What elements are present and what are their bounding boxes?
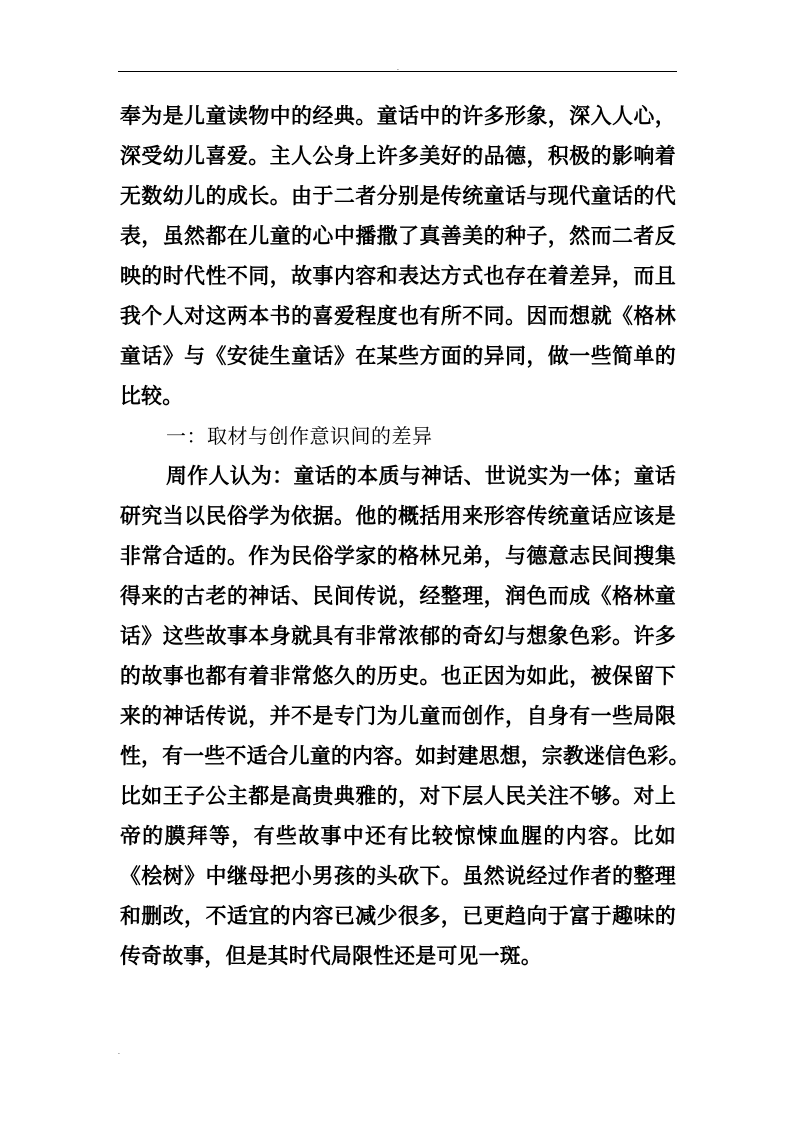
paragraph-section-one bbox=[120, 456, 690, 976]
page-body bbox=[120, 96, 690, 976]
paragraph-intro bbox=[120, 96, 676, 416]
text-line: 传奇故事，但是其时代局限性还是可见一斑。 bbox=[120, 943, 542, 968]
text-line: 比如王子公主都是高贵典雅的，对下层人民关注不够。对上 bbox=[120, 783, 676, 808]
text-line: 和删改，不适宜的内容已减少很多，已更趋向于富于趣味的 bbox=[120, 903, 676, 928]
text-line: 我个人对这两本书的喜爱程度也有所不同。因而想就《格林 bbox=[120, 303, 676, 328]
text-line: 非常合适的。作为民俗学家的格林兄弟，与德意志民间搜集 bbox=[120, 543, 676, 568]
text-line: 的故事也都有着非常悠久的历史。也正因为如此，被保留下 bbox=[120, 663, 676, 688]
text-line: 比较。 bbox=[120, 383, 184, 408]
text-line: 得来的古老的神话、民间传说，经整理，润色而成《格林童 bbox=[120, 583, 676, 608]
text-line: 来的神话传说，并不是专门为儿童而创作，自身有一些局限 bbox=[120, 703, 676, 728]
text-line: 映的时代性不同，故事内容和表达方式也存在着差异，而且 bbox=[120, 263, 676, 288]
text-line: 话》这些故事本身就具有非常浓郁的奇幻与想象色彩。许多 bbox=[120, 623, 676, 648]
text-line: 无数幼儿的成长。由于二者分别是传统童话与现代童话的代 bbox=[120, 183, 676, 208]
text-line: 《桧树》中继母把小男孩的头砍下。虽然说经过作者的整理 bbox=[120, 863, 676, 888]
header-mark: . bbox=[397, 65, 399, 72]
text-line: 帝的膜拜等，有些故事中还有比较惊悚血腥的内容。比如 bbox=[120, 823, 676, 848]
text-line: 周作人认为：童话的本质与神话、世说实为一体；童话 bbox=[166, 463, 676, 488]
text-line: 深受幼儿喜爱。主人公身上许多美好的品德，积极的影响着 bbox=[120, 143, 676, 168]
text-line: 表，虽然都在儿童的心中播撒了真善美的种子，然而二者反 bbox=[120, 223, 676, 248]
text-line: 童话》与《安徒生童话》在某些方面的异同，做一些简单的 bbox=[120, 343, 676, 368]
text-line: 研究当以民俗学为依据。他的概括用来形容传统童话应该是 bbox=[120, 503, 676, 528]
footer-mark: . bbox=[118, 1049, 120, 1056]
text-line: 奉为是儿童读物中的经典。童话中的许多形象，深入人心， bbox=[120, 103, 676, 128]
text-line: 性，有一些不适合儿童的内容。如封建思想，宗教迷信色彩。 bbox=[120, 743, 690, 768]
section-heading: 一：取材与创作意识间的差异 bbox=[166, 424, 433, 448]
